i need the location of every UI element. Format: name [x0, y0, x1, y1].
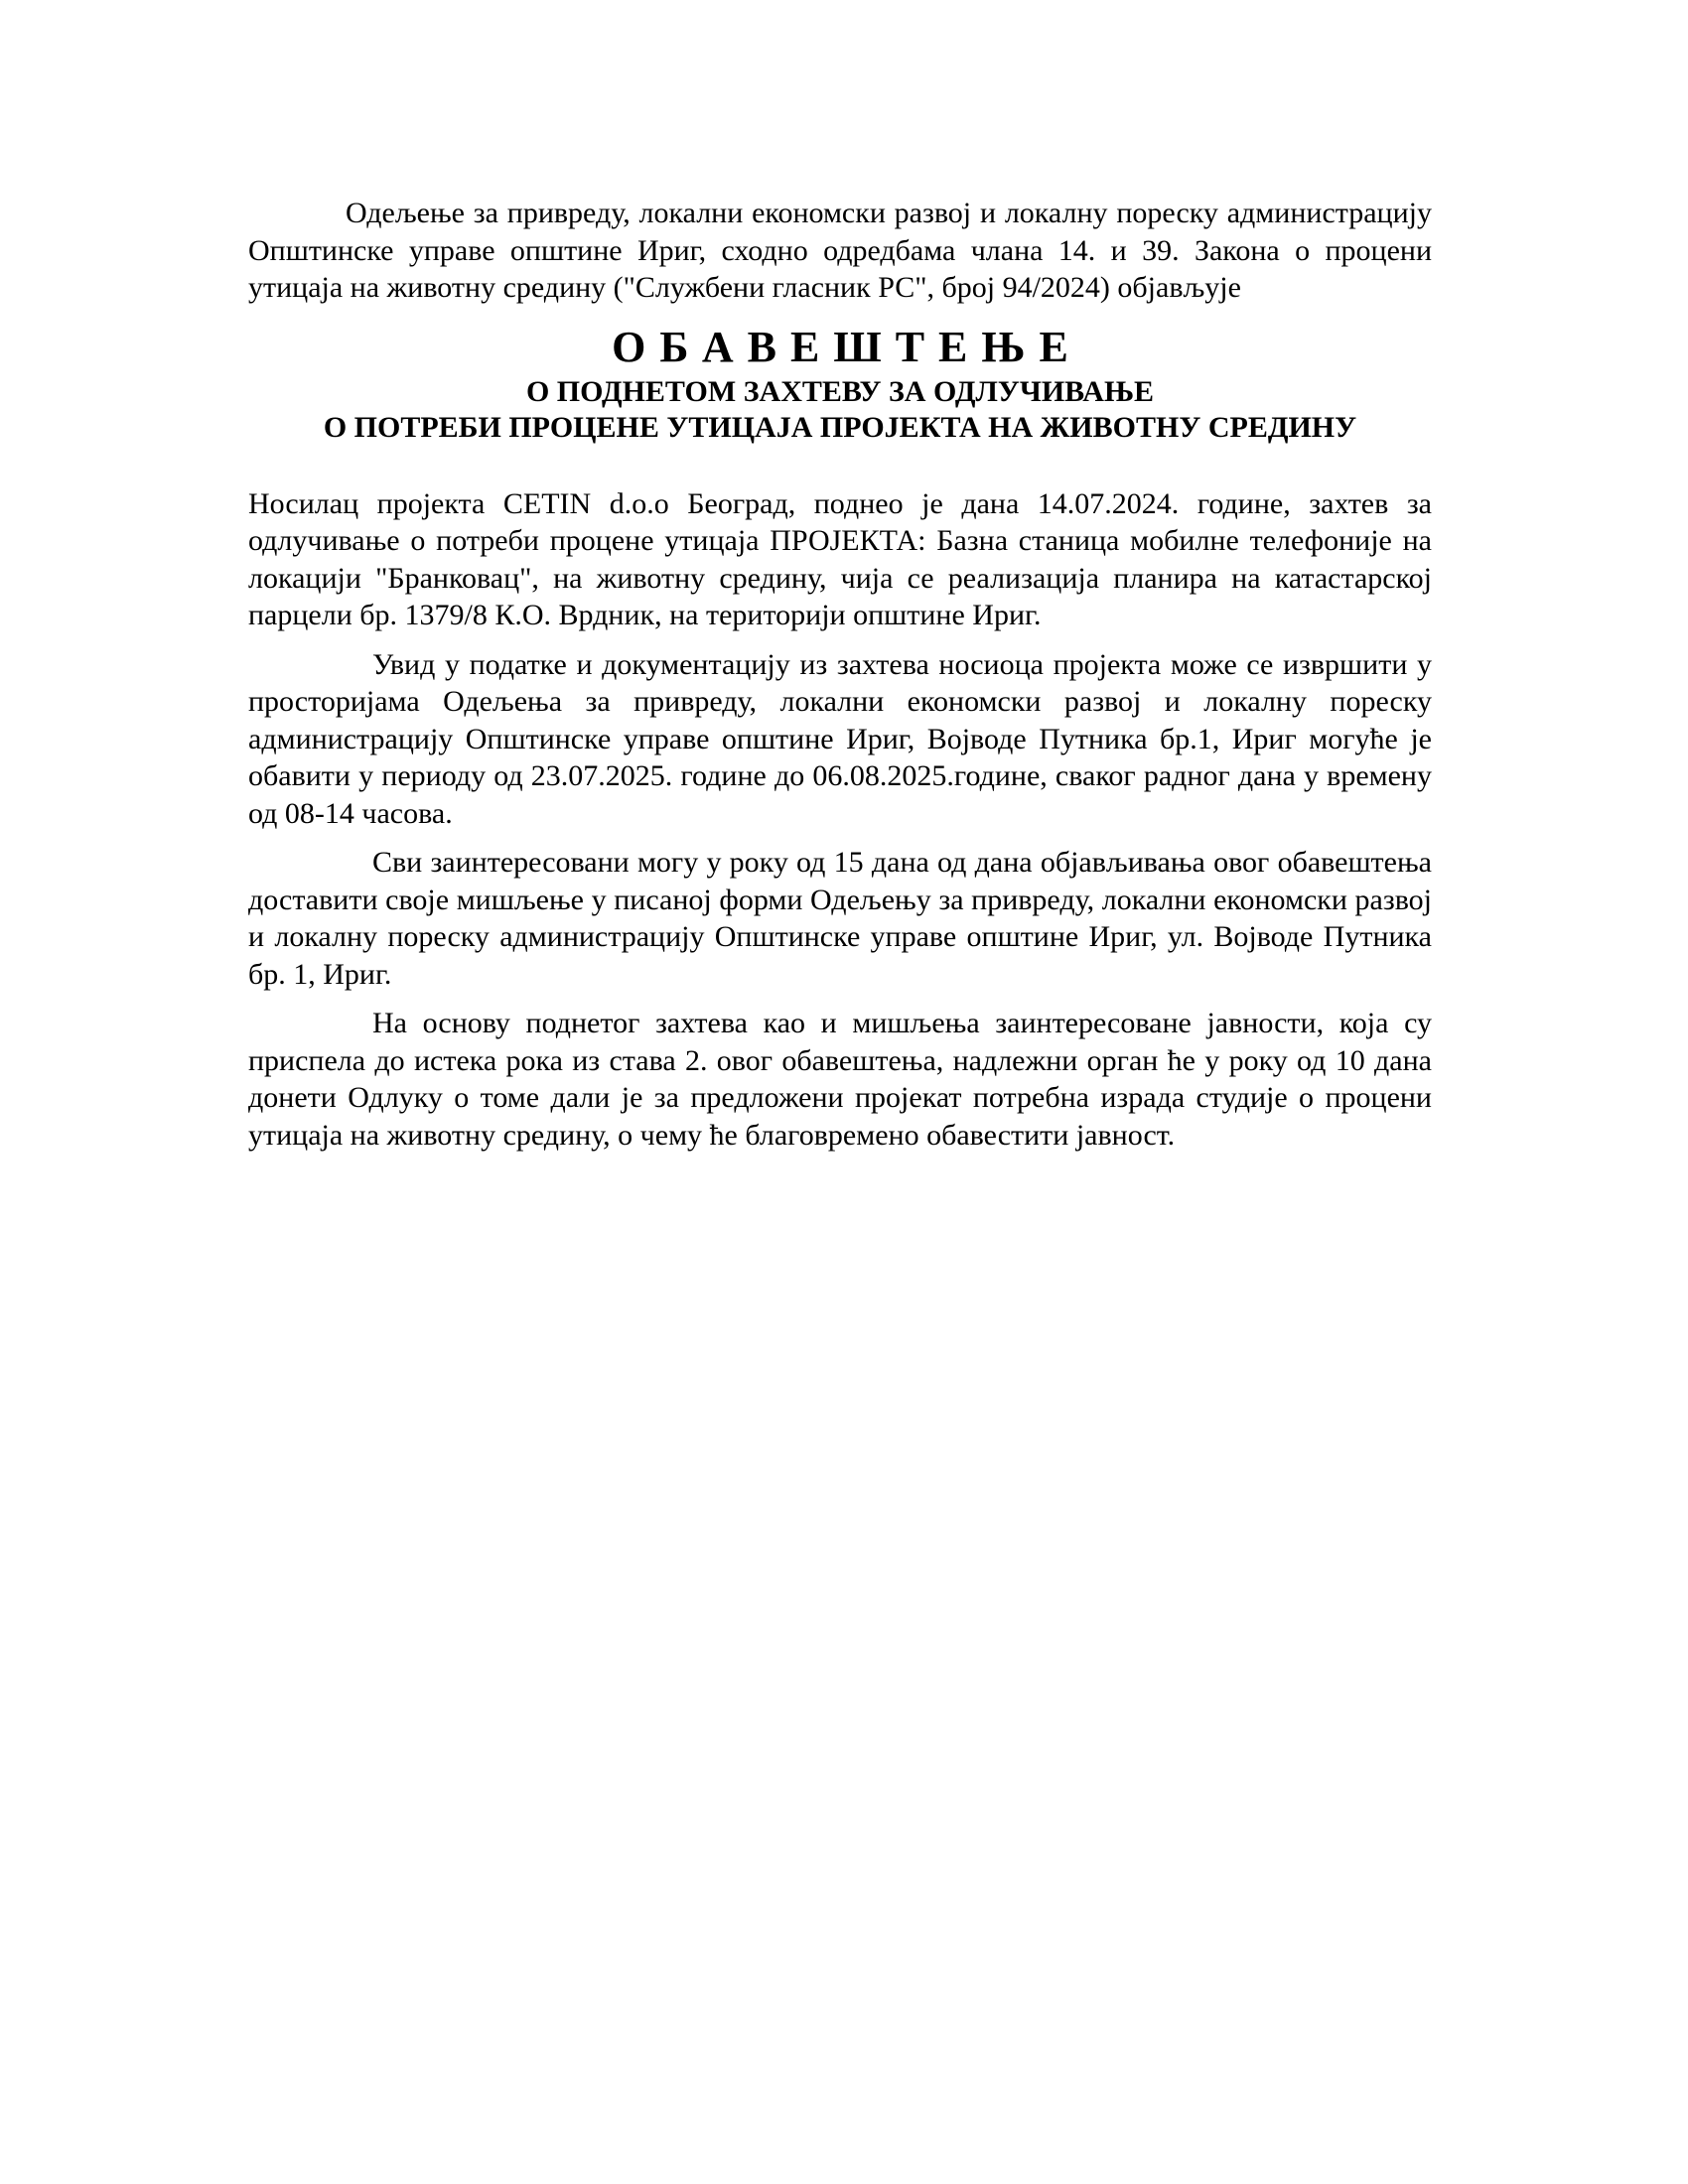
notice-title: ОБАВЕШТЕЊЕ — [612, 322, 1082, 371]
notice-subtitle-line-2: О ПОТРЕБИ ПРОЦЕНЕ УТИЦАЈА ПРОЈЕКТА НА ЖИВОТНУ СРЕДИНУ — [323, 410, 1357, 444]
body-paragraph-applicant: Носилац пројекта CETIN d.o.o Београд, поднео је дана 14.07.2024. године, захтев за одлучивање о потреби процене утицаја ПРОЈЕКТА: Базна станица мобилне телефоније на локацији "Бранковац", на животну средину, чија се реализација планира на катастарској парцели бр. 1379/8 К.О. Врдник, на територији општине Ириг. — [248, 486, 1432, 631]
body-paragraph-decision: На основу поднетог захтева као и мишљења заинтересоване јавности, која су приспела до истека рока из става 2. овог обавештења, надлежни орган ће у року од 10 дана донети Одлуку о томе дали је за предложени пројекат потребна израда студије о процени утицаја на животну средину, о чему ће благовремено обавестити јавност. — [248, 1007, 1432, 1152]
intro-paragraph: Одељење за привреду, локални економски развој и локалну пореску администрацију Општинске управе општине Ириг, сходно одредбама члана 14. и 39. Закона о процени утицаја на животну средину ("Службени гласник РС", број 94/2024) објављује — [248, 197, 1432, 304]
notice-subtitle-line-1: О ПОДНЕТОМ ЗАХТЕВУ ЗА ОДЛУЧИВАЊЕ — [525, 374, 1155, 408]
notice-body — [248, 485, 1432, 1155]
notice-document — [248, 195, 1432, 1154]
body-paragraph-inspection: Увид у податке и документацију из захтева носиоца пројекта може се извршити у просторијама Одељења за привреду, локални економски развој и локалну пореску администрацију Општинске управе општине Ириг, Војводе Путника бр.1, Ириг могуће је обавити у периоду од 23.07.2025. године до 06.08.2025.године, сваког радног дана у времену од 08-14 часова. — [248, 647, 1432, 830]
body-paragraph-opinions: Сви заинтересовани могу у року од 15 дана од дана објављивања овог обавештења доставити своје мишљење у писаној форми Одељењу за привреду, локални економски развој и локалну пореску администрацију Општинске управе општине Ириг, ул. Војводе Путника бр. 1, Ириг. — [248, 846, 1432, 991]
